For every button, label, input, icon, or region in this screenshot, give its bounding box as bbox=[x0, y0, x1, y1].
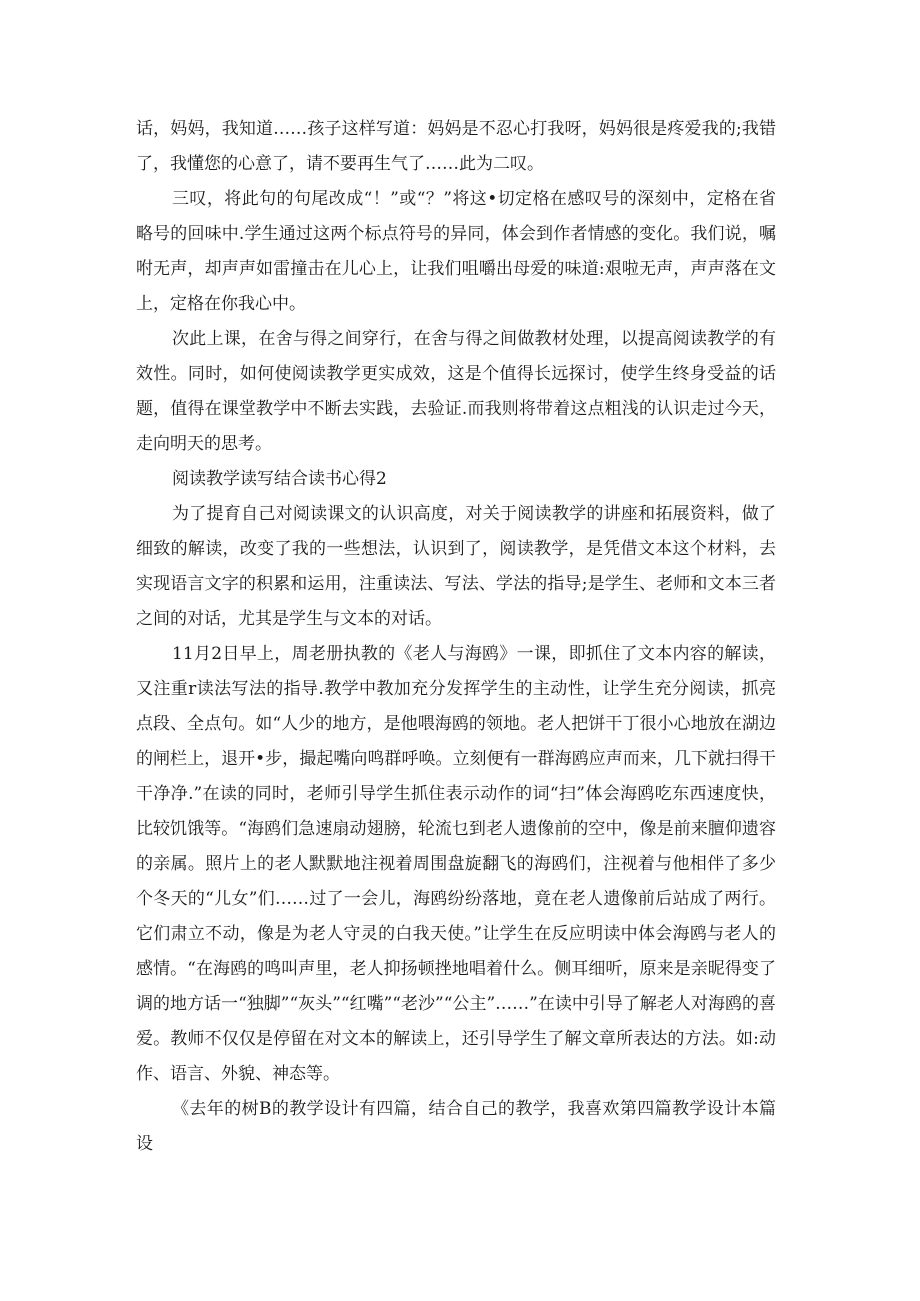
paragraph-lesson-example: 11月2日早上，周老册执教的《老人与海鸥》一课，即抓住了文本内容的解读，又注重r读法写法的指导.教学中教加充分发挥学生的主动性，让学生充分阅读，抓亮点段、全点句。如“人少的地方，是他喂海鸥的领地。老人把饼干丁很小心地放在湖边的闸栏上，退开•步，撮起嘴向鸣群呼唤。立刻便有一群海鸥应声而来，几下就扫得干干净净.”在读的同时，老师引导学生抓住表示动作的词“扫”体会海鸥吃东西速度快，比较饥饿等。“海鸥们急速扇动翅膀，轮流乜到老人遗像前的空中，像是前来膻仰遗容的亲属。照片上的老人默默地注视着周围盘旋翻飞的海鸥们，注视着与他相伴了多少个冬天的“儿女”们……过了一会儿，海鸥纷纷落地，竟在老人遗像前后站成了两行。它们肃立不动，像是为老人守灵的白我天使。”让学生在反应明读中体会海鸥与老人的感情。“在海鸥的鸣叫声里，老人抑扬顿挫地唱着什么。侧耳细听，原来是亲昵得变了调的地方话一“独脚”“灰头”“红嘴”“老沙”“公主”……”在读中引导了解老人对海鸥的喜爱。教师不仅仅是停留在对文本的解读上，还引导学生了解文章所表达的方法。如:动作、语言、外貌、神态等。 bbox=[136, 644, 776, 1084]
paragraph-last-year-tree: 《去年的树B的教学设计有四篇，结合自己的教学，我喜欢第四篇教学设计本篇设 bbox=[136, 1099, 776, 1154]
paragraph-intro: 为了提育自己对阅读课文的认识高度，对关于阅读教学的讲座和拓展资料，做了细致的解读，改变了我的一些想法，认识到了，阅读教学，是凭借文本这个材料，去实现语言文字的积累和运用，注重读法、写法、学法的指导;是学生、老师和文本三者之间的对话，尤其是学生与文本的对话。 bbox=[136, 504, 776, 629]
section-heading: 阅读教学读写结合读书心得2 bbox=[172, 469, 387, 489]
paragraph-reflection: 次此上课，在舍与得之间穿行，在舍与得之间做教材处理，以提高阅读教学的有效性。同时，如何使阅读教学更实成效，这是个值得长远探讨，使学生终身受益的话题，值得在课堂教学中不断去实践，去验证.而我则将带着这点粗浅的认识走过今天，走向明天的思考。 bbox=[136, 329, 776, 454]
paragraph-continuation: 话，妈妈，我知道……孩子这样写道：妈妈是不忍心打我呀，妈妈很是疼爱我的;我错了，我懂您的心意了，请不要再生气了……此为二叹。 bbox=[136, 119, 776, 174]
document-body bbox=[136, 112, 776, 1162]
paragraph-third-sigh: 三叹，将此句的句尾改成“！”或“？”将这•切定格在感叹号的深刻中，定格在省略号的回味中.学生通过这两个标点符号的异同，体会到作者情感的变化。我们说，嘱咐无声，却声声如雷撞击在儿心上，让我们咀嚼出母爱的味道:艰啦无声，声声落在文上，定格在你我心中。 bbox=[136, 189, 776, 314]
